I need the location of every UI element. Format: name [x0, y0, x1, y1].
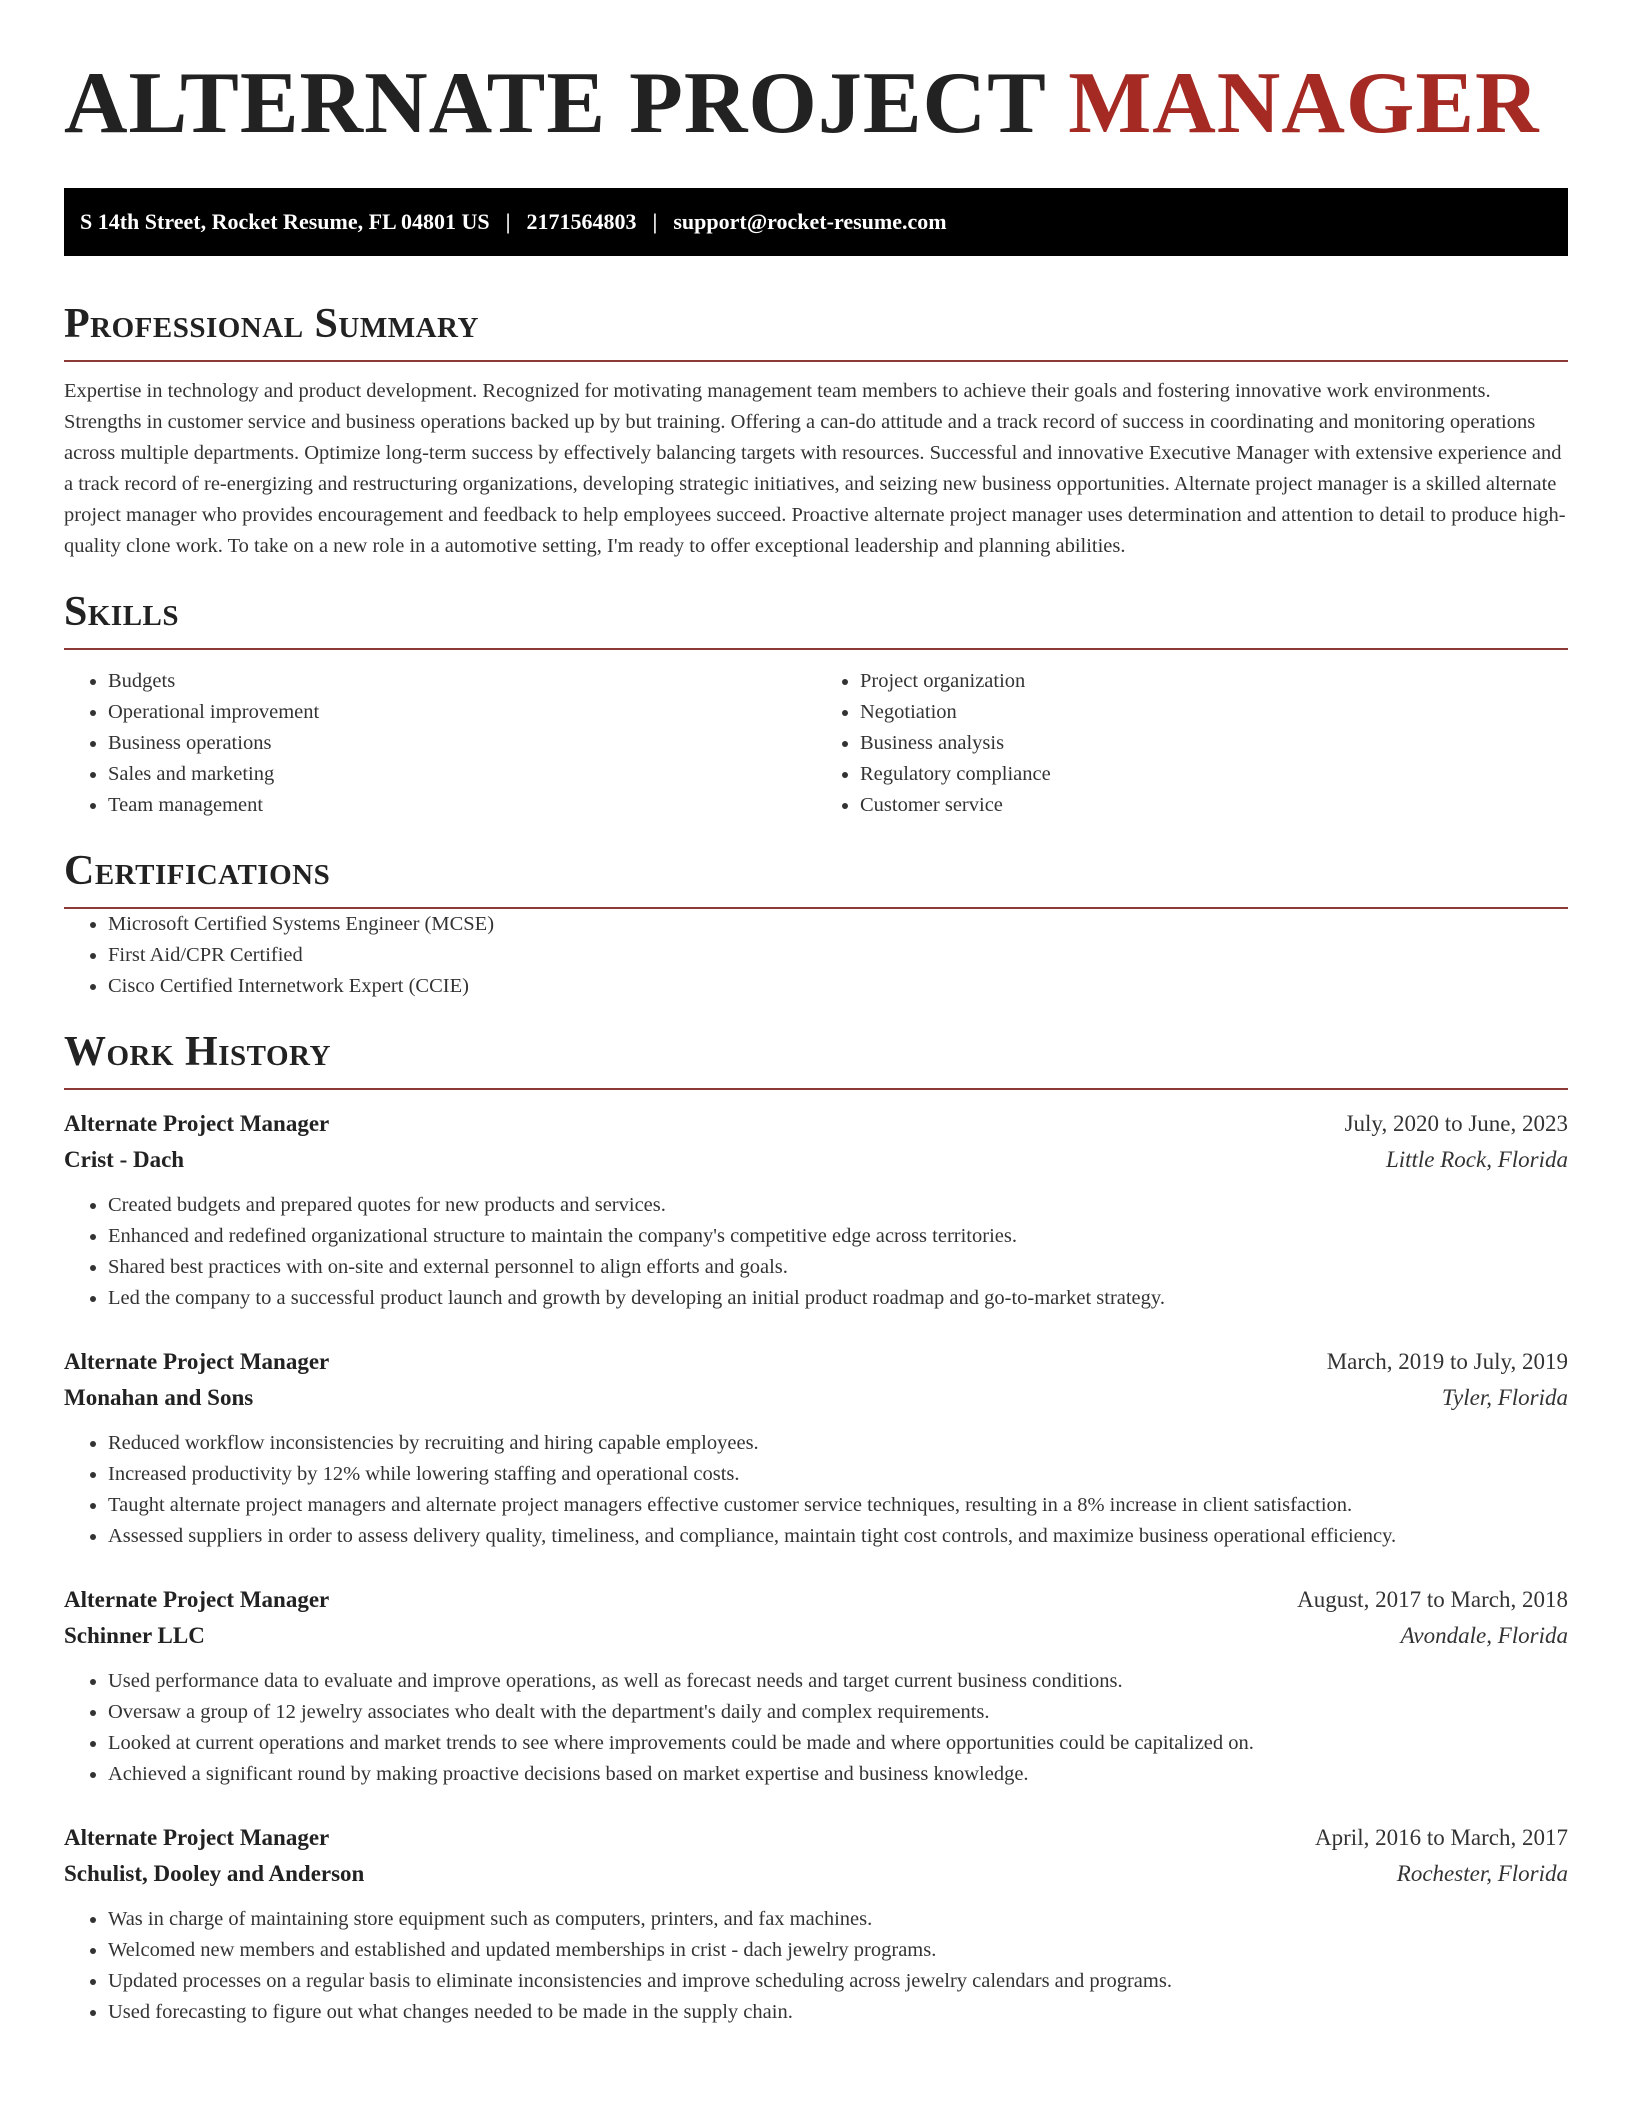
job-company: Monahan and Sons	[64, 1385, 254, 1410]
job-title-row	[64, 1582, 1568, 1618]
skill-item: • Budgets	[108, 666, 816, 697]
job-bullet: • Welcomed new members and established and updated memberships in crist - dach jewelry programs.	[108, 1935, 1568, 1966]
skill-item: • Sales and marketing	[108, 759, 816, 790]
summary-text: Expertise in technology and product development. Recognized for motivating management team members to achieve their goals and fostering innovative work environments. Strengths in customer service and business operations backed up by but training. Offering a can-do attitude and a track record of success in coordinating and monitoring operations across multiple departments. Optimize long-term success by effectively balancing targets with resources. Successful and innovative Executive Manager with extensive experience and a track record of re-energizing and restructuring organizations, developing strategic initiatives, and seizing new business opportunities. Alternate project manager is a skilled alternate project manager who provides encouragement and feedback to help employees succeed. Proactive alternate project manager uses determination and attention to detail to produce high-quality clone work. To take on a new role in a automotive setting, I'm ready to offer exceptional leadership and planning abilities.	[64, 380, 1566, 557]
job-title: Alternate Project Manager	[64, 1111, 330, 1136]
skills-list-left	[64, 666, 816, 821]
job-bullet: • Used performance data to evaluate and improve operations, as well as forecast needs and target current business conditions.	[108, 1666, 1568, 1697]
skill-item: • Regulatory compliance	[860, 759, 1568, 790]
job-bullets	[64, 1190, 1568, 1314]
job-company: Schulist, Dooley and Anderson	[64, 1861, 365, 1886]
skills-section	[64, 588, 1568, 821]
job-bullet: • Achieved a significant round by making proactive decisions based on market expertise and business knowledge.	[108, 1759, 1568, 1790]
job-dates: April, 2016 to March, 2017	[1315, 1825, 1568, 1850]
resume-name	[64, 56, 1568, 152]
skills-heading: Skills	[64, 588, 1568, 650]
job-dates: August, 2017 to March, 2018	[1297, 1587, 1568, 1612]
skills-grid	[64, 666, 1568, 821]
skills-list-right	[816, 666, 1568, 821]
contact-separator: |	[652, 209, 658, 234]
summary-section	[64, 300, 1568, 562]
job-title-row	[64, 1344, 1568, 1380]
certifications-heading: Certifications	[64, 847, 1568, 909]
job-bullet: • Increased productivity by 12% while lowering staffing and operational costs.	[108, 1459, 1568, 1490]
job-title: Alternate Project Manager	[64, 1349, 330, 1374]
contact-separator: |	[505, 209, 511, 234]
certification-item: • First Aid/CPR Certified	[108, 940, 1568, 971]
job-dates: March, 2019 to July, 2019	[1326, 1349, 1568, 1374]
job-company-row	[64, 1380, 1568, 1416]
job-title-row	[64, 1820, 1568, 1856]
job-bullet: • Taught alternate project managers and alternate project managers effective customer service techniques, resulting in a 8% increase in client satisfaction.	[108, 1490, 1568, 1521]
job-bullet: • Used forecasting to figure out what changes needed to be made in the supply chain.	[108, 1997, 1568, 2028]
job-bullet: • Looked at current operations and market trends to see where improvements could be made and where opportunities could be capitalized on.	[108, 1728, 1568, 1759]
job-entry	[64, 1106, 1568, 1314]
job-title: Alternate Project Manager	[64, 1587, 330, 1612]
job-title: Alternate Project Manager	[64, 1825, 330, 1850]
job-dates: July, 2020 to June, 2023	[1344, 1111, 1568, 1136]
job-bullets	[64, 1666, 1568, 1790]
job-bullet: • Shared best practices with on-site and external personnel to align efforts and goals.	[108, 1252, 1568, 1283]
certification-item: • Cisco Certified Internetwork Expert (CCIE)	[108, 971, 1568, 1002]
job-bullet: • Enhanced and redefined organizational structure to maintain the company's competitive edge across territories.	[108, 1221, 1568, 1252]
job-bullet: • Was in charge of maintaining store equipment such as computers, printers, and fax machines.	[108, 1904, 1568, 1935]
job-title-row	[64, 1106, 1568, 1142]
job-location: Rochester, Florida	[1396, 1861, 1568, 1886]
job-location: Little Rock, Florida	[1385, 1147, 1568, 1172]
name-first: ALTERNATE PROJECT	[64, 55, 1046, 152]
skill-item: • Customer service	[860, 790, 1568, 821]
job-location: Tyler, Florida	[1441, 1385, 1568, 1410]
job-bullet: • Created budgets and prepared quotes for new products and services.	[108, 1190, 1568, 1221]
job-location: Avondale, Florida	[1400, 1623, 1568, 1648]
job-bullet: • Updated processes on a regular basis to eliminate inconsistencies and improve scheduling across jewelry calendars and programs.	[108, 1966, 1568, 1997]
job-company-row	[64, 1856, 1568, 1892]
job-entry	[64, 1344, 1568, 1552]
contact-email: support@rocket-resume.com	[673, 209, 947, 234]
skill-item: • Operational improvement	[108, 697, 816, 728]
summary-heading: Professional Summary	[64, 300, 1568, 362]
job-bullet: • Reduced workflow inconsistencies by recruiting and hiring capable employees.	[108, 1428, 1568, 1459]
job-company: Schinner LLC	[64, 1623, 205, 1648]
job-entry	[64, 1582, 1568, 1790]
job-bullets	[64, 1428, 1568, 1552]
job-entry	[64, 1820, 1568, 2028]
job-company-row	[64, 1618, 1568, 1654]
work-history-heading: Work History	[64, 1028, 1568, 1090]
skill-item: • Project organization	[860, 666, 1568, 697]
contact-address: S 14th Street, Rocket Resume, FL 04801 US	[80, 209, 490, 234]
job-bullet: • Led the company to a successful product launch and growth by developing an initial product roadmap and go-to-market strategy.	[108, 1283, 1568, 1314]
contact-phone: 2171564803	[526, 209, 637, 234]
certifications-section	[64, 847, 1568, 1002]
job-company: Crist - Dach	[64, 1147, 185, 1172]
skill-item: • Negotiation	[860, 697, 1568, 728]
job-company-row	[64, 1142, 1568, 1178]
certification-item: • Microsoft Certified Systems Engineer (MCSE)	[108, 909, 1568, 940]
work-history-section	[64, 1028, 1568, 2028]
contact-bar	[64, 188, 1568, 256]
certifications-list	[64, 909, 1568, 1002]
skill-item: • Business operations	[108, 728, 816, 759]
job-bullet: • Assessed suppliers in order to assess delivery quality, timeliness, and compliance, maintain tight cost controls, and maximize business operational efficiency.	[108, 1521, 1568, 1552]
job-bullets	[64, 1904, 1568, 2028]
job-bullet: • Oversaw a group of 12 jewelry associates who dealt with the department's daily and complex requirements.	[108, 1697, 1568, 1728]
skill-item: • Business analysis	[860, 728, 1568, 759]
name-last-accent: MANAGER	[1068, 55, 1540, 152]
skill-item: • Team management	[108, 790, 816, 821]
